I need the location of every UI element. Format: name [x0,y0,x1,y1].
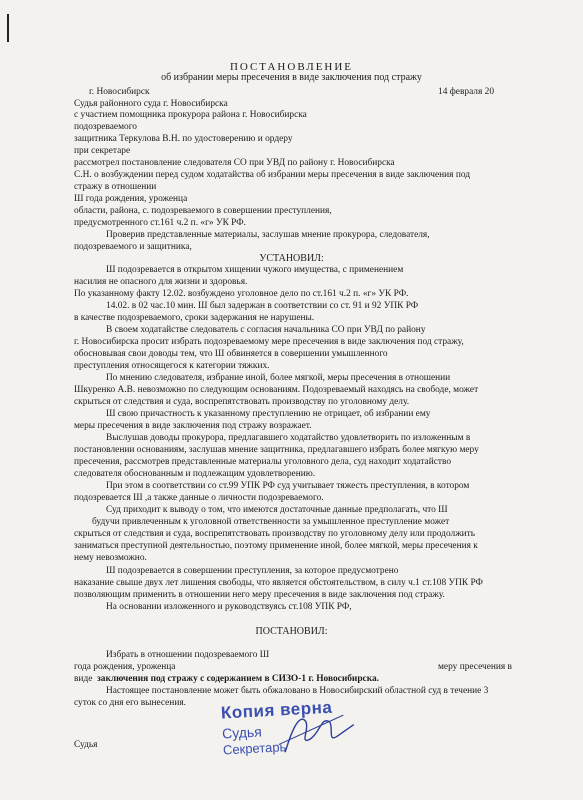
established-line: На основании изложенного и руководствуясь ст.108 УПК РФ, [106,602,352,612]
established-line: преступления относящегося к категории тяжких. [74,361,270,371]
established-line: При этом в соответствии со ст.99 УПК РФ суд учитывает тяжесть преступления, в котором [106,481,470,491]
intro-line: стражу в отношении [74,182,157,192]
established-line: скрыться от следствия и суда, воспрепятствовать производству по уголовному делу. [74,397,410,407]
intro-line: области, района, с. подозреваемого в совершении преступления, [74,206,332,216]
intro-line: Судья районного суда г. Новосибирска [74,99,228,109]
intro-line: с участием помощника прокурора района г. Новосибирска [74,110,307,120]
established-line: следователя обоснованным и подлежащим удовлетворению. [74,469,316,479]
established-line: обосновывая свои доводы тем, что Ш обвиняется в совершении умышленного [74,349,388,359]
established-line: насилия не опасного для жизни и здоровья. [74,277,248,287]
city: г. Новосибирск [89,87,150,97]
intro-line: предусмотренного ст.161 ч.2 п. «г» УК РФ. [74,218,246,228]
decided-heading: ПОСТАНОВИЛ: [255,626,328,637]
established-line: По указанному факту 12.02. возбуждено уголовное дело по ст.161 ч.2 п. «г» УК РФ. [74,289,409,299]
signature-label: Судья [74,740,98,750]
established-line: пресечения, рассмотрев представленные материалы уголовного дела, суд находит ходатайство [74,457,452,467]
established-line: наказание свыше двух лет лишения свободы, что является обстоятельством, в силу ч.1 ст.108 УПК РФ [74,578,483,588]
established-line: заниматься преступной деятельностью, поэтому применение иной, более мягкой, меры пресечения к [74,541,478,551]
decided-line: года рождения, уроженца [74,662,176,672]
date: 14 февраля 20 [438,87,495,97]
established-line: Ш подозревается в открытом хищении чужого имущества, с применением [106,265,404,275]
established-line: скрыться от следствия и суда, воспрепятствовать производству по уголовному делу или продолжить [74,529,476,539]
margin-mark [7,14,9,42]
established-line: в качестве подозреваемого, сроки задержания не нарушены. [74,313,315,323]
decided-line: виде [74,674,93,684]
intro-line: защитника Теркулова В.Н. по удостоверению и ордеру [74,134,293,144]
established-line: позволяющим применить в отношении него меру пресечения в виде заключения под стражу. [74,590,445,600]
established-line: По мнению следователя, избрание иной, более мягкой, меры пресечения в отношении [106,373,451,383]
intro-line: Проверив представленные материалы, заслушав мнение прокурора, следователя, [106,230,430,240]
established-line: Выслушав доводы прокурора, предлагавшего ходатайство удовлетворить по изложенным в [106,433,471,443]
established-line: подозревается Ш ,а также данные о личности подозреваемого. [74,493,324,503]
decided-emphasis: заключения под стражу с содержанием в СИЗО-1 г. Новосибирска. [97,674,379,684]
established-line: Суд приходит к выводу о том, что имеются достаточные данные предполагать, что Ш [106,505,448,515]
decided-line: Избрать в отношении подозреваемого Ш [106,650,270,660]
established-heading: УСТАНОВИЛ: [259,253,324,264]
certified-copy-stamp [213,696,366,764]
established-line: В своем ходатайстве следователь с согласия начальника СО при УВД по району [106,325,426,335]
established-line: будучи привлеченным к уголовной ответственности за умышленное преступление может [92,517,450,527]
decided-line: суток со дня его вынесения. [74,698,186,708]
established-line: 14.02. в 02 час.10 мин. Ш был задержан в соответствии со ст. 91 и 92 УПК РФ [106,301,419,311]
established-line: Ш свою причастность к указанному преступлению не отрицает, об избрании ему [106,409,431,419]
stamp-line: Секретарь [222,739,287,758]
established-line: Шкуренко А.В. невозможно по следующим основаниям. Подозреваемый находясь на свободе, может [74,385,479,395]
document-title: ПОСТАНОВЛЕНИЕ [229,61,354,73]
intro-line: подозреваемого [74,122,137,132]
established-line: меры пресечения в виде заключения под стражу возражает. [74,421,312,431]
handwritten-signature-icon [213,696,366,764]
decided-line: меру пресечения в [438,662,512,672]
stamp-line: Судья [221,723,263,742]
decided-line: Настоящее постановление может быть обжаловано в Новосибирский областной суд в течение 3 [106,686,489,696]
established-line: г. Новосибирска просит избрать подозреваемому мере пресечения в виде заключения под стражу, [74,337,464,347]
intro-line: подозреваемого и защитника, [74,242,192,252]
intro-line: Ш года рождения, уроженца [74,194,188,204]
intro-line: рассмотрел постановление следователя СО при УВД по району г. Новосибирска [74,158,395,168]
document-subtitle: об избрании меры пресечения в виде заключения под стражу [161,72,422,83]
intro-line: С.Н. о возбуждении перед судом ходатайства об избрании меры пресечения в виде заключения под [74,170,471,180]
established-line: Ш подозревается в совершении преступления, за которое предусмотрено [106,566,399,576]
established-line: постановлении основаниям, заслушав мнение защитника, предлагавшего избрать более мягкую меру [74,445,479,455]
established-line: нему невозможно. [74,553,147,563]
intro-line: при секретаре [74,146,131,156]
stamp-line: Копия верна [220,697,333,723]
